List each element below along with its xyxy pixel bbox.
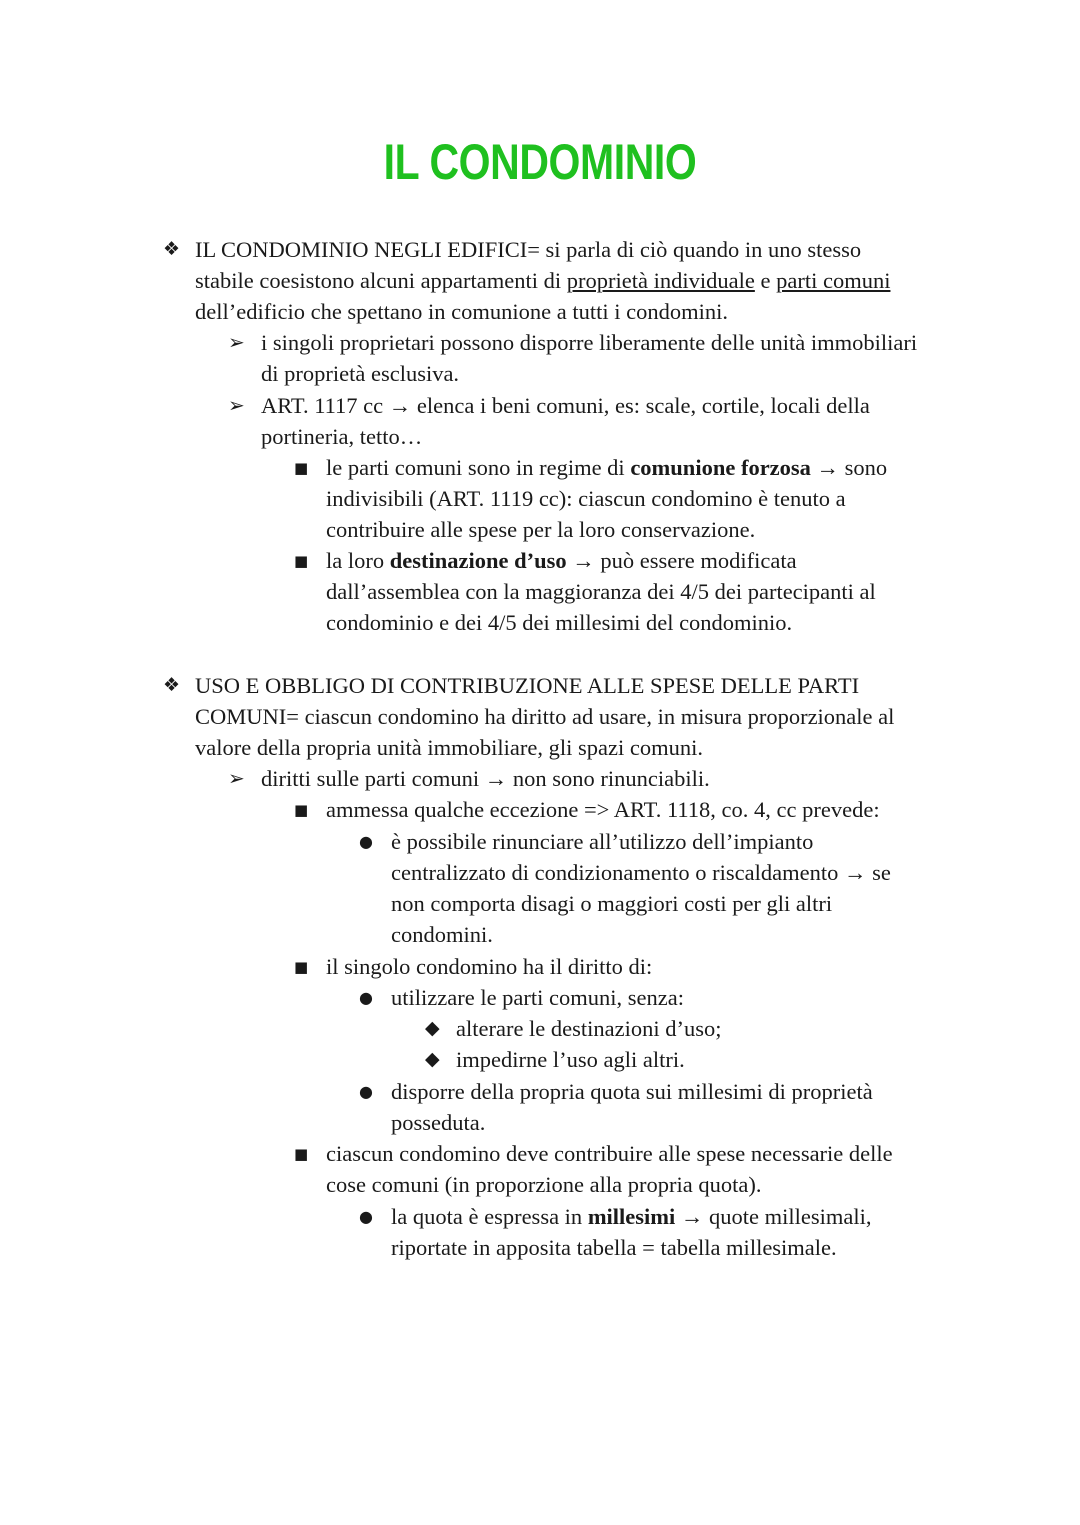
dot-bullet-icon: ● bbox=[359, 988, 373, 1007]
diamond-solid-bullet-icon: ◆ bbox=[425, 1048, 440, 1070]
section1-line-2-text-c: e bbox=[754, 268, 777, 293]
dot-bullet-icon: ● bbox=[359, 832, 373, 851]
bold-term-millesimi: millesimi bbox=[587, 1204, 676, 1229]
underlined-term-parti-comuni: parti comuni bbox=[776, 268, 891, 293]
section1-sub1-line-2: di proprietà esclusiva. bbox=[261, 361, 460, 386]
dot-bullet-icon: ● bbox=[359, 1207, 373, 1226]
section1-heading-line: IL CONDOMINIO NEGLI EDIFICI= si parla di ciò quando in uno stesso bbox=[195, 237, 862, 262]
section2-item1-dot1-line-1: è possibile rinunciare all’utilizzo dell’impianto bbox=[391, 829, 814, 854]
diamond-bullet-icon: ❖ bbox=[163, 238, 181, 260]
section2-item3-dot1-text-a: la quota è espressa in bbox=[391, 1204, 588, 1229]
section2-item1-line: ammessa qualche eccezione => ART. 1118, co. 4, cc prevede: bbox=[326, 797, 880, 822]
section2-item1-dot1-line-4: condomini. bbox=[391, 922, 493, 947]
section1-line-3: dell’edificio che spettano in comunione a tutti i condomini. bbox=[195, 299, 728, 324]
section1-sub2-line-2: portineria, tetto… bbox=[261, 424, 423, 449]
dot-bullet-icon: ● bbox=[359, 1082, 373, 1101]
section2-sub1-line: diritti sulle parti comuni → non sono rinunciabili. bbox=[261, 766, 710, 791]
section1-item1-line-2: indivisibili (ART. 1119 cc): ciascun condomino è tenuto a bbox=[326, 486, 846, 511]
section1-item2-text-a: la loro bbox=[326, 548, 390, 573]
square-bullet-icon: ■ bbox=[294, 459, 309, 477]
section1-item1-line-1 bbox=[326, 452, 887, 483]
diamond-solid-bullet-icon: ◆ bbox=[425, 1017, 440, 1039]
section2-item2-dot2-line-2: posseduta. bbox=[391, 1110, 486, 1135]
arrow-bullet-icon: ➢ bbox=[228, 766, 245, 790]
section1-item2-line-2: dall’assemblea con la maggioranza dei 4/5 dei partecipanti al bbox=[326, 579, 876, 604]
bold-term-comunione-forzosa: comunione forzosa bbox=[630, 455, 811, 480]
section2-item2-dot1-diamond2: impedirne l’uso agli altri. bbox=[456, 1047, 685, 1072]
square-bullet-icon: ■ bbox=[294, 958, 309, 976]
section2-item1-dot1-line-3: non comporta disagi o maggiori costi per gli altri bbox=[391, 891, 833, 916]
section1-sub2-line-1: ART. 1117 cc → elenca i beni comuni, es: scale, cortile, locali della bbox=[261, 393, 870, 418]
section1-item1-text-a: le parti comuni sono in regime di bbox=[326, 455, 631, 480]
section2-item3-line-2: cose comuni (in proporzione alla propria quota). bbox=[326, 1172, 762, 1197]
section2-item1-dot1-line-2: centralizzato di condizionamento o riscaldamento → se bbox=[391, 860, 891, 885]
square-bullet-icon: ■ bbox=[294, 801, 309, 819]
section2-item3-dot1-line-2: riportate in apposita tabella = tabella millesimale. bbox=[391, 1235, 837, 1260]
section1-line-2-text-a: stabile coesistono alcuni appartamenti di bbox=[195, 268, 567, 293]
section2-line-2: COMUNI= ciascun condomino ha diritto ad usare, in misura proporzionale al bbox=[195, 704, 895, 729]
square-bullet-icon: ■ bbox=[294, 552, 309, 570]
diamond-bullet-icon: ❖ bbox=[163, 674, 181, 696]
section1-item2-line-1 bbox=[326, 545, 797, 576]
section2-line-3: valore della propria unità immobiliare, gli spazi comuni. bbox=[195, 735, 703, 760]
section2-item2-line: il singolo condomino ha il diritto di: bbox=[326, 954, 653, 979]
underlined-term-proprieta: proprietà individuale bbox=[566, 268, 755, 293]
section2-heading-line: USO E OBBLIGO DI CONTRIBUZIONE ALLE SPESE DELLE PARTI bbox=[195, 673, 860, 698]
section1-sub1-line-1: i singoli proprietari possono disporre liberamente delle unità immobiliari bbox=[261, 330, 918, 355]
section1-item2-text-c: → può essere modificata bbox=[566, 548, 797, 573]
arrow-bullet-icon: ➢ bbox=[228, 393, 245, 417]
section2-item3-line-1: ciascun condomino deve contribuire alle spese necessarie delle bbox=[326, 1141, 893, 1166]
section2-item3-dot1-text-c: → quote millesimali, bbox=[675, 1204, 872, 1229]
bold-term-destinazione-uso: destinazione d’uso bbox=[389, 548, 567, 573]
page-title: IL CONDOMINIO bbox=[383, 134, 697, 190]
section2-item2-dot1-line: utilizzare le parti comuni, senza: bbox=[391, 985, 684, 1010]
square-bullet-icon: ■ bbox=[294, 1145, 309, 1163]
section1-item2-line-3: condominio e dei 4/5 dei millesimi del condominio. bbox=[326, 610, 793, 635]
section1-line-2 bbox=[195, 265, 890, 296]
section2-item3-dot1-line-1 bbox=[391, 1201, 872, 1232]
section2-item2-dot2-line-1: disporre della propria quota sui millesimi di proprietà bbox=[391, 1079, 873, 1104]
section1-item1-line-3: contribuire alle spese per la loro conservazione. bbox=[326, 517, 756, 542]
section1-item1-text-c: → sono bbox=[810, 455, 888, 480]
section2-item2-dot1-diamond1: alterare le destinazioni d’uso; bbox=[456, 1016, 722, 1041]
arrow-bullet-icon: ➢ bbox=[228, 330, 245, 354]
